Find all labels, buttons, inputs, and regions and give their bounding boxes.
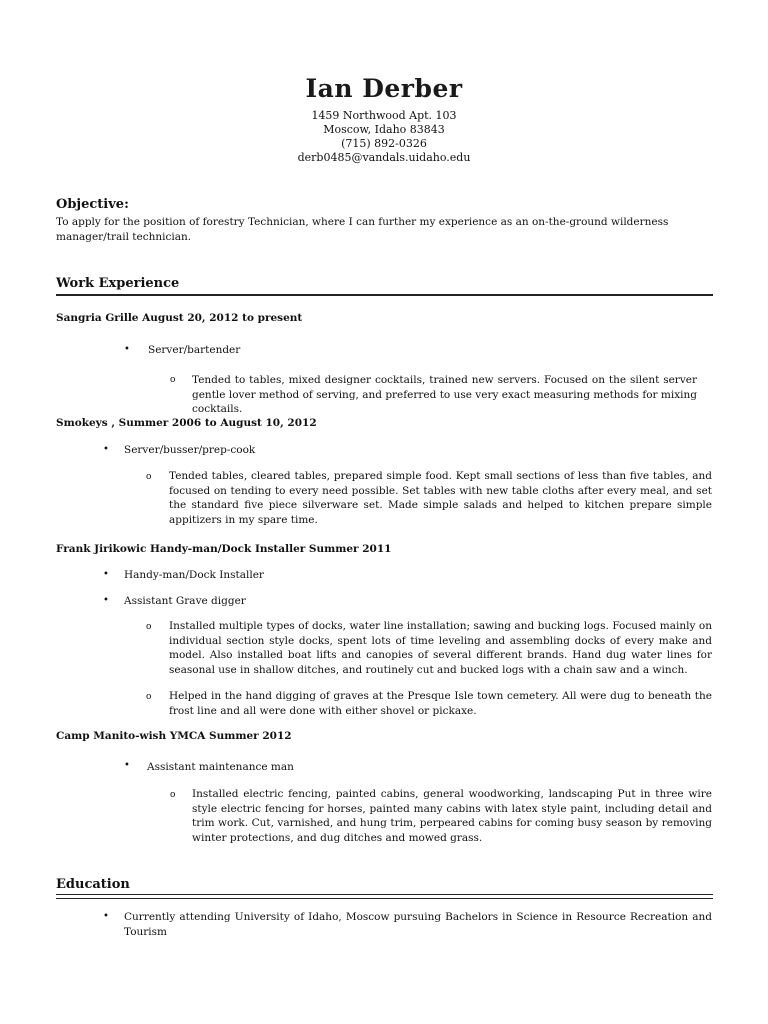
sub-bullet-icon: o (146, 622, 152, 632)
objective-text: To apply for the position of forestry Technician, where I can further my experience as an on-the-ground wilderness manager/trail technician. (56, 216, 669, 243)
section-divider (56, 894, 713, 899)
resume-name: Ian Derber (305, 74, 463, 103)
bullet-icon: • (124, 344, 130, 355)
bullet-icon: • (103, 595, 109, 606)
sub-bullet-icon: o (146, 472, 152, 482)
work-experience-heading: Work Experience (56, 276, 180, 291)
address-line-1: 1459 Northwood Apt. 103 (311, 109, 457, 122)
job-heading-jirikowic: Frank Jirikowic Handy-man/Dock Installer Summer 2011 (56, 543, 392, 555)
section-divider (56, 294, 713, 296)
job-description: Tended to tables, mixed designer cocktails, trained new servers. Focused on the silent server gentle lover method of serving, and preferred to use very exact measuring methods for mixing cocktails. (192, 374, 697, 415)
bullet-icon: • (103, 569, 109, 580)
job-heading-manitowish: Camp Manito-wish YMCA Summer 2012 (56, 730, 292, 742)
bullet-icon: • (103, 444, 109, 455)
bullet-icon: • (124, 760, 130, 771)
sub-bullet-icon: o (170, 375, 176, 385)
education-heading: Education (56, 877, 130, 892)
education-item: Currently attending University of Idaho, Moscow pursuing Bachelors in Science in Resource Recreation and Tourism (124, 911, 712, 938)
job-heading-smokeys: Smokeys , Summer 2006 to August 10, 2012 (56, 417, 317, 429)
bullet-icon: • (103, 911, 109, 922)
address-line-2: Moscow, Idaho 83843 (323, 123, 445, 136)
job-role: Assistant Grave digger (124, 595, 246, 607)
email-address: derb0485@vandals.uidaho.edu (297, 151, 471, 164)
job-role: Handy-man/Dock Installer (124, 569, 264, 581)
phone-number: (715) 892-0326 (341, 137, 427, 150)
job-role: Assistant maintenance man (147, 761, 294, 773)
sub-bullet-icon: o (170, 790, 176, 800)
job-heading-sangria: Sangria Grille August 20, 2012 to present (56, 312, 303, 324)
job-role: Server/bartender (148, 344, 241, 356)
objective-heading: Objective: (56, 197, 129, 212)
sub-bullet-icon: o (146, 692, 152, 702)
job-description: Helped in the hand digging of graves at the Presque Isle town cemetery. All were dug to beneath the frost line and all were done with either shovel or pickaxe. (169, 690, 712, 717)
job-role: Server/busser/prep-cook (124, 444, 256, 456)
job-description: Installed multiple types of docks, water line installation; sawing and bucking logs. Focused mainly on individual section style docks, spent lots of time leveling and assembling docks of every make and model. Also installed boat lifts and canopies of several different brands. Hand dug water lines for seasonal use in shallow ditches, and routinely cut and bucked logs with a chain saw and a winch. (169, 620, 712, 676)
job-description: Installed electric fencing, painted cabins, general woodworking, landscaping Put in three wire style electric fencing for horses, painted many cabins with latex style paint, including detail and trim work. Cut, varnished, and hung trim, perpeared cabins for coming busy season by removing winter protections, and dug ditches and mowed grass. (192, 788, 712, 844)
job-description: Tended tables, cleared tables, prepared simple food. Kept small sections of less than five tables, and focused on tending to every need possible. Set tables with new table cloths after every meal, and set the standard five piece silverware set. Made simple salads and helped to kitchen prepare simple appitizers in my spare time. (169, 470, 712, 526)
